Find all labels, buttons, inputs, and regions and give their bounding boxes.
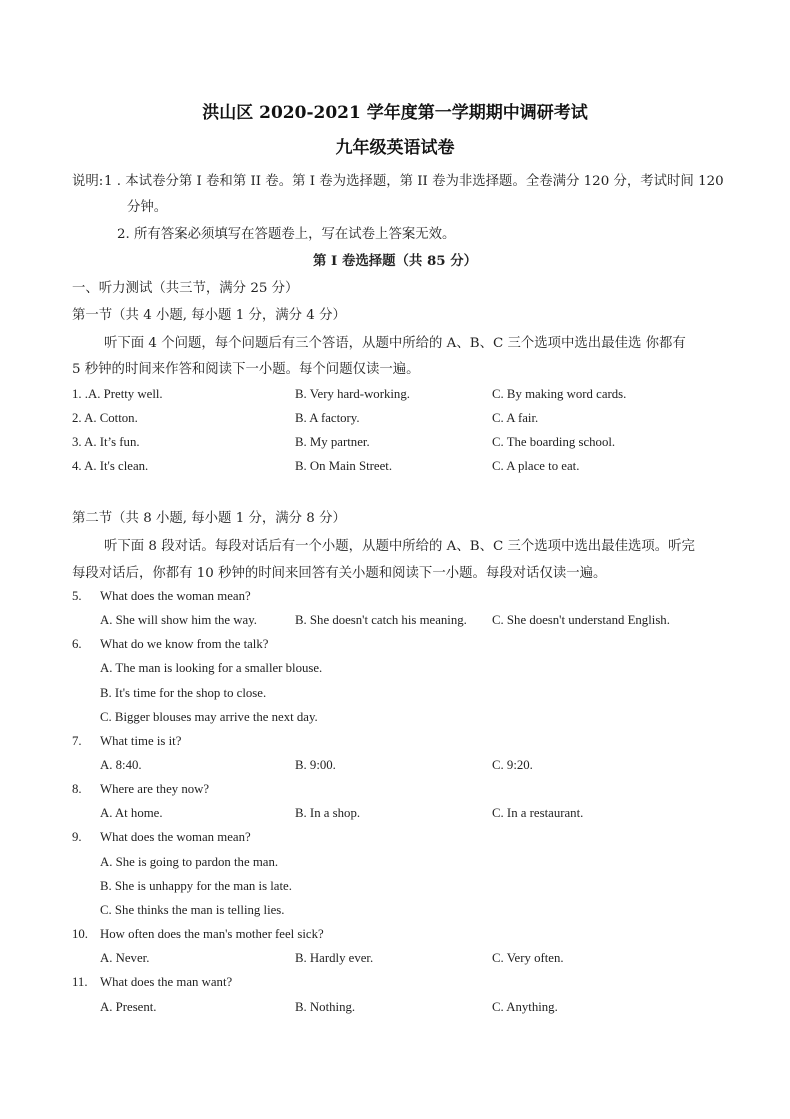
q6-option-a: A. The man is looking for a smaller blouse.	[100, 661, 323, 675]
part-1-heading: 一、听力测试（共三节，满分 25 分）	[72, 281, 299, 296]
q10-stem: How often does the man's mother feel sick?	[100, 927, 324, 941]
section-2-heading: 第二节（共 8 小题, 每小题 1 分，满分 8 分）	[72, 511, 346, 526]
q4-option-a: 4. A. It's clean.	[72, 459, 149, 473]
q8-option-b: B. In a shop.	[295, 806, 361, 820]
q8-number: 8.	[72, 782, 82, 796]
q7-option-c: C. 9:20.	[492, 758, 533, 772]
section-2-directions: 听下面 8 段对话。每段对话后有一个小题，从题中所给的 A、B、C 三个选项中选出最佳选项。听完	[104, 539, 695, 554]
q2-option-b: B. A factory.	[295, 411, 360, 425]
q11-number: 11.	[72, 975, 88, 989]
q3-option-c: C. The boarding school.	[492, 435, 616, 449]
q1-option-c: C. By making word cards.	[492, 387, 627, 401]
q6-option-c: C. Bigger blouses may arrive the next day.	[100, 710, 318, 724]
q3-option-a: 3. A. It’s fun.	[72, 435, 140, 449]
q1-option-a: 1. .A. Pretty well.	[72, 387, 163, 401]
q8-stem: Where are they now?	[100, 782, 210, 796]
instruction-1: 1 . 本试卷分第 I 卷和第 II 卷。第 I 卷为选择题，第 II 卷为非选择题。全卷满分 120 分，考试时间 120	[104, 174, 724, 189]
q4-option-b: B. On Main Street.	[295, 459, 393, 473]
q7-option-b: B. 9:00.	[295, 758, 336, 772]
q11-option-c: C. Anything.	[492, 1000, 558, 1014]
q10-option-b: B. Hardly ever.	[295, 951, 374, 965]
q5-number: 5.	[72, 589, 82, 603]
q9-stem: What does the woman mean?	[100, 830, 251, 844]
instructions-label: 说明:	[72, 174, 104, 189]
q6-option-b: B. It's time for the shop to close.	[100, 686, 267, 700]
q6-number: 6.	[72, 637, 82, 651]
q3-option-b: B. My partner.	[295, 435, 370, 449]
q8-option-c: C. In a restaurant.	[492, 806, 584, 820]
instruction-1-cont: 分钟。	[127, 200, 168, 215]
q9-option-a: A. She is going to pardon the man.	[100, 855, 279, 869]
q9-option-b: B. She is unhappy for the man is late.	[100, 879, 292, 893]
q11-option-a: A. Present.	[100, 1000, 157, 1014]
q7-number: 7.	[72, 734, 82, 748]
q7-stem: What time is it?	[100, 734, 182, 748]
q2-option-c: C. A fair.	[492, 411, 539, 425]
section-1-directions-cont: 5 秒钟的时间来作答和阅读下一小题。每个问题仅读一遍。	[72, 362, 420, 377]
q9-option-c: C. She thinks the man is telling lies.	[100, 903, 285, 917]
q11-stem: What does the man want?	[100, 975, 233, 989]
section-1-directions: 听下面 4 个问题，每个问题后有三个答语，从题中所给的 A、B、C 三个选项中选出最佳选 你都有	[104, 336, 686, 351]
q5-stem: What does the woman mean?	[100, 589, 251, 603]
q8-option-a: A. At home.	[100, 806, 163, 820]
q2-option-a: 2. A. Cotton.	[72, 411, 138, 425]
q5-option-a: A. She will show him the way.	[100, 613, 257, 627]
q10-option-c: C. Very often.	[492, 951, 564, 965]
section-2-directions-cont: 每段对话后，你都有 10 秒钟的时间来回答有关小题和阅读下一小题。每段对话仅读一遍。	[72, 566, 607, 581]
q11-option-b: B. Nothing.	[295, 1000, 356, 1014]
q10-option-a: A. Never.	[100, 951, 150, 965]
q5-option-b: B. She doesn't catch his meaning.	[295, 613, 467, 627]
exam-title: 洪山区 2020-2021 学年度第一学期期中调研考试	[202, 103, 588, 123]
q4-option-c: C. A place to eat.	[492, 459, 580, 473]
section-1-heading: 第一节（共 4 小题, 每小题 1 分，满分 4 分）	[72, 308, 346, 323]
q5-option-c: C. She doesn't understand English.	[492, 613, 670, 627]
q10-number: 10.	[72, 927, 88, 941]
q6-stem: What do we know from the talk?	[100, 637, 269, 651]
q1-option-b: B. Very hard-working.	[295, 387, 410, 401]
q9-number: 9.	[72, 830, 82, 844]
q7-option-a: A. 8:40.	[100, 758, 142, 772]
exam-subtitle: 九年级英语试卷	[335, 138, 455, 158]
instruction-2: 2. 所有答案必须填写在答题卷上，写在试卷上答案无效。	[117, 227, 456, 242]
volume-1-title: 第 I 卷选择题（共 85 分）	[312, 253, 478, 269]
